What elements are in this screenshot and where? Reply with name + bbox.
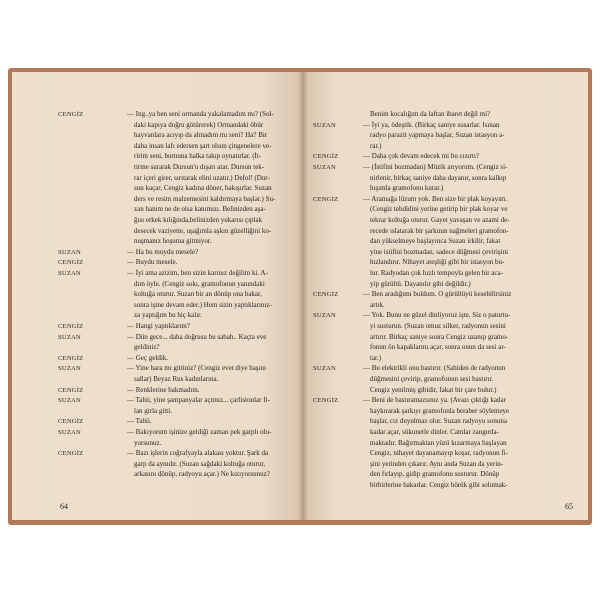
speaker-name: SUZAN xyxy=(58,270,81,277)
text-line: — Hangi yaptıklarım? xyxy=(127,322,190,330)
text-line: — (İstifini bozmadan) Müzik arıyorum. (Cengiz si- xyxy=(363,163,508,171)
speaker-name: SUZAN xyxy=(58,429,81,436)
text-line: desecek vaziyette, uşağımla aşkın güzelliğini ko- xyxy=(134,226,272,235)
text-line: — Dün gece... daha doğrusu bu sabah.. Kaçta eve xyxy=(127,332,267,341)
text-line: daha insan lafı edersen şart olsun çingenelere ve- xyxy=(134,141,272,150)
text-line: sallar) Beyaz Rus kadınlarına. xyxy=(134,375,219,383)
text-line: düğmesini çevirip, gramofonun sesi bastırır. xyxy=(370,375,494,383)
speaker-name: CENGİZ xyxy=(313,195,339,203)
text-line: — Daha çok devam edecek mi bu cızırtı? xyxy=(363,152,480,161)
text-line: — Bakıyorum işinize geldiği zaman pek garplı olu- xyxy=(127,428,272,436)
text-line: yi susturun. (Suzan omuz silker, radyonun sesini xyxy=(370,322,506,330)
text-line: koltuğa oturur. Suzan bir an dönüp ona bakar, xyxy=(134,290,262,299)
text-line: Cengiz, nihayet dayanamayıp koşar, radyonun fi- xyxy=(370,449,508,458)
text-line: yip gürültü. Dayanılır gibi değildir.) xyxy=(370,279,471,288)
speaker-name: CENGİZ xyxy=(58,354,84,362)
speaker-name: CENGİZ xyxy=(58,386,84,394)
text-line: rar.) xyxy=(370,141,382,150)
speaker-name: SUZAN xyxy=(58,248,81,256)
text-line: sonra işine devam eder.) Hem sizin yaptıklarınız- xyxy=(134,300,272,309)
speaker-name: CENGİZ xyxy=(313,291,339,299)
text-line: hışımla gramofonu kurar.) xyxy=(370,184,444,193)
speaker-name: SUZAN xyxy=(313,312,336,320)
text-line: kadar açar, sükunetle dinler. Camlar zangırda- xyxy=(370,428,499,436)
text-line: nirlenir, birkaç saniye daha dayanır, sonra kalkıp xyxy=(370,173,507,182)
text-line: nuşmanız hoşuma gitmiyor. xyxy=(134,237,212,246)
text-line: — Ben aradığımı buldum. O gürültüyü kesebilirsiniz xyxy=(363,290,512,299)
text-line: fonun ön kapaklarını açar, sonra onun da sesi ar- xyxy=(370,343,506,352)
text-line: hızlandırır. Nihayet ateşliği gibi bir istasyon bu- xyxy=(370,258,505,267)
page-number-right: 65 xyxy=(565,502,573,511)
text-line: artık. xyxy=(370,300,385,309)
text-line: — İyi ama azizim, ben sizin karınız değilim ki. A- xyxy=(127,269,268,277)
text-line: — Bu elektrikli onu bastırır. (Sahiden de radyonun xyxy=(363,364,506,373)
text-line: — Buydu mesele. xyxy=(127,258,178,267)
text-line: — Yine bara mı gittiniz? (Cengiz evet diye başını xyxy=(127,364,266,373)
text-line: — Yok. Bunu ne güzel dinliyoruz işte. Siz o paturtu- xyxy=(363,311,511,320)
text-line: dan yükselmeye başlayınca Suzan irkilir, fakat xyxy=(370,237,501,246)
text-line: — İyi ya, ödeştik. (Birkaç saniye susarlar. Isınan xyxy=(363,120,500,129)
right-page xyxy=(303,72,588,520)
text-line: rar içeri girer, sırıtarak elini uzatır.) Defol! (Dur- xyxy=(134,173,270,182)
speaker-name: CENGİZ xyxy=(58,418,84,426)
text-line: za yaptığım bu hiç kalır. xyxy=(134,311,202,320)
text-line: birbirlerine bakarlar. Cengiz hörük gibi solumak- xyxy=(370,481,508,489)
text-line: daki kapıya doğru götürerek) Ormandaki öbür xyxy=(134,120,264,129)
left-page xyxy=(12,72,303,520)
speaker-name: SUZAN xyxy=(313,365,336,373)
text-line: ders ve resim malzemesini kaldırmaya başlar.) Su- xyxy=(134,194,276,203)
speaker-name: CENGİZ xyxy=(58,111,84,118)
text-line: yorsunuz. xyxy=(134,438,162,447)
text-line: radyo parazit yapmaya başlar, Suzan istasyon a- xyxy=(370,131,505,140)
text-line: şini yerinden çıkarır. Aynı anda Suzan da yerin- xyxy=(370,459,504,468)
book-gutter xyxy=(298,72,308,520)
speaker-name: SUZAN xyxy=(58,365,81,373)
text-line: Cengiz yenilmiş gibidir, fakat bir çare bulur.) xyxy=(370,385,497,394)
text-line: ririm seni, burnuna halka takıp oynatırlar. (İt- xyxy=(134,152,262,161)
page-number-left: 64 xyxy=(60,502,68,511)
speaker-name: CENGİZ xyxy=(313,153,339,161)
speaker-name: SUZAN xyxy=(313,121,336,129)
text-line: haykırarak şarkıyı gramofonla beraber söylemeye xyxy=(370,406,510,415)
text-line: — Beni de bastıramazsınız ya. (Avazı çıktığı kadar xyxy=(363,396,506,405)
text-line: — Aramağa lüzum yok. Ben size bir plak koyayım. xyxy=(363,194,508,203)
speaker-name: CENGİZ xyxy=(58,259,84,267)
text-line: — Ha bu muydu mesele? xyxy=(127,247,199,256)
text-line: artırır. Birkaç saniye sonra Cengiz uzanıp gramo- xyxy=(370,332,509,341)
text-line: — Tabii, yine şampanyalar açtınız... çarlistonlar fi- xyxy=(127,396,270,405)
text-line: recede ıslatarak bir şarkının nağmeleri gramofon- xyxy=(370,226,509,235)
speaker-name: SUZAN xyxy=(313,164,336,171)
text-line: sun kaçar, Cengiz kadına döner, bakışırlar. Suzan xyxy=(134,184,272,193)
text-line: geldiniz? xyxy=(134,343,160,352)
text-line: hayvanlara acıyıp da almadım mı seni? Ha? Bir xyxy=(134,131,268,140)
speaker-name: SUZAN xyxy=(58,333,81,341)
text-line: (Cengiz tehdidini yerine getirip bir plak koyar ve xyxy=(370,205,508,214)
text-line: — Bazı işlerin coğrafyayla alakası yoktur. Şark da xyxy=(127,449,269,458)
speaker-name: CENGİZ xyxy=(58,323,84,330)
text-line: — Tabii. xyxy=(127,417,152,426)
text-line: arkasını dönüp, radyoyu açar.) Ne kızıyorsunuz? xyxy=(134,470,270,479)
text-line: — Geç geldik. xyxy=(127,353,169,362)
text-line: ğısı erkek kılığında,belinizden yukarısı çıplak xyxy=(134,216,263,224)
text-line: den fırlayıp, gidip gramofonu susturur. Dönüp xyxy=(370,470,500,479)
text-line: — Ing..ya ben seni ormanda yakalamadım mı? (Sol- xyxy=(127,110,274,118)
text-line: maktadır. Bağırmaktan yüzü kızarmaya başlayan xyxy=(370,438,507,447)
text-line: dım öyle. (Cengiz sokı, gramofonun yanındaki xyxy=(134,279,265,288)
speaker-name: CENGİZ xyxy=(58,450,84,458)
text-line: tekrar koltuğa oturur. Gayet yavaşan ve azami de- xyxy=(370,216,510,224)
text-line: başlar, cız duyulmaz olur. Suzan radyoyu sonuna xyxy=(370,417,507,426)
text-line: lan girla gitti. xyxy=(134,406,172,415)
speaker-name: SUZAN xyxy=(58,397,81,405)
text-line: yine istifini bozmadan, sadece düğmesi çevirişini xyxy=(370,247,509,256)
text-line: — Renklerine bakmadım. xyxy=(127,385,200,394)
text-line: lur. Radyodan çok hızlı tempoyla gelen bir aca- xyxy=(370,269,503,277)
text-line: garp da aynıdır. (Suzan sağdaki koltuğa oturur, xyxy=(134,459,266,468)
text-line: tar.) xyxy=(370,353,382,362)
text-line: zan hanım ne de olsa kanımızı. Belinizden aşa- xyxy=(134,205,266,214)
text-line: Benim kocalığım da laftan ibaret değil mi? xyxy=(370,110,491,118)
text-line: tirme surarak Dursun'u dışarı atar. Dursun tek- xyxy=(134,163,265,171)
speaker-name: CENGİZ xyxy=(313,397,339,405)
